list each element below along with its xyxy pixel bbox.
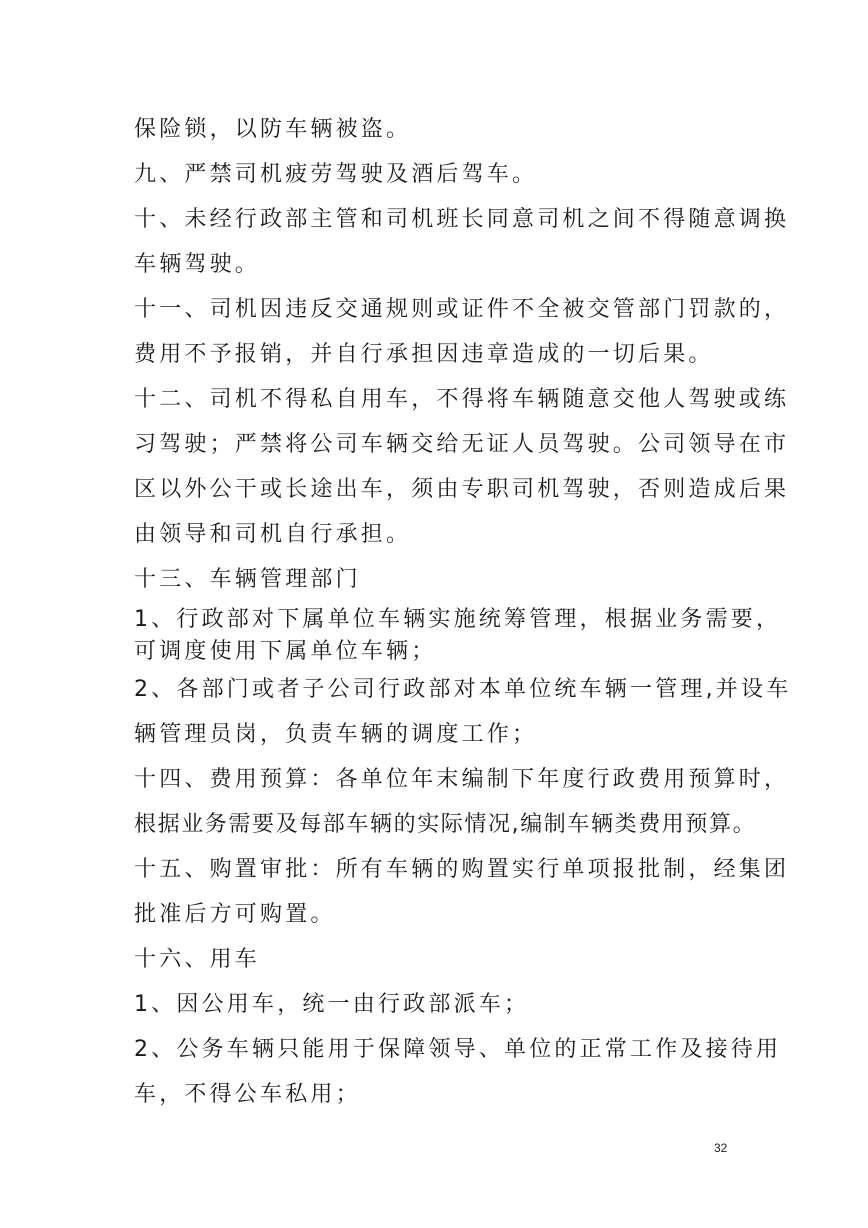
text-line: 费用不予报销，并自行承担因违章造成的一切后果。 bbox=[134, 342, 714, 367]
text-line: 1、因公用车，统一由行政部派车； bbox=[134, 992, 530, 1017]
text-line: 九、严禁司机疲劳驾驶及酒后驾车。 bbox=[134, 162, 538, 187]
text-line: 十、未经行政部主管和司机班长同意司机之间不得随意调换 bbox=[134, 207, 790, 232]
text-line: 十一、司机因违反交通规则或证件不全被交管部门罚款的， bbox=[134, 297, 790, 322]
text-line: 1、行政部对下属单位车辆实施统筹管理，根据业务需要， bbox=[134, 607, 782, 632]
section-heading: 十三、车辆管理部门 bbox=[134, 567, 361, 592]
text-line: 辆管理员岗，负责车辆的调度工作； bbox=[134, 722, 538, 747]
text-line: 由领导和司机自行承担。 bbox=[134, 522, 412, 547]
text-line: 可调度使用下属单位车辆； bbox=[134, 639, 437, 664]
text-line: 车，不得公车私用； bbox=[134, 1082, 361, 1107]
text-line: 习驾驶；严禁将公司车辆交给无证人员驾驶。公司领导在市 bbox=[134, 432, 790, 457]
text-line: 十二、司机不得私自用车，不得将车辆随意交他人驾驶或练 bbox=[134, 387, 790, 412]
text-line: 批准后方可购置。 bbox=[134, 902, 336, 927]
section-heading: 十六、用车 bbox=[134, 947, 261, 972]
text-line: 区以外公干或长途出车，须由专职司机驾驶，否则造成后果 bbox=[134, 477, 790, 502]
text-line: 根据业务需要及每部车辆的实际情况,编制车辆类费用预算。 bbox=[134, 812, 757, 837]
text-line: 十五、购置审批：所有车辆的购置实行单项报批制，经集团 bbox=[134, 857, 790, 882]
text-line: 车辆驾驶。 bbox=[134, 252, 261, 277]
text-line: 保险锁，以防车辆被盗。 bbox=[134, 117, 412, 142]
page-number: 32 bbox=[714, 1141, 728, 1155]
text-line: 2、各部门或者子公司行政部对本单位统车辆一管理,并设车 bbox=[134, 677, 792, 702]
text-line: 2、公务车辆只能用于保障领导、单位的正常工作及接待用 bbox=[134, 1037, 782, 1062]
text-line: 十四、费用预算：各单位年末编制下年度行政费用预算时， bbox=[134, 767, 790, 792]
